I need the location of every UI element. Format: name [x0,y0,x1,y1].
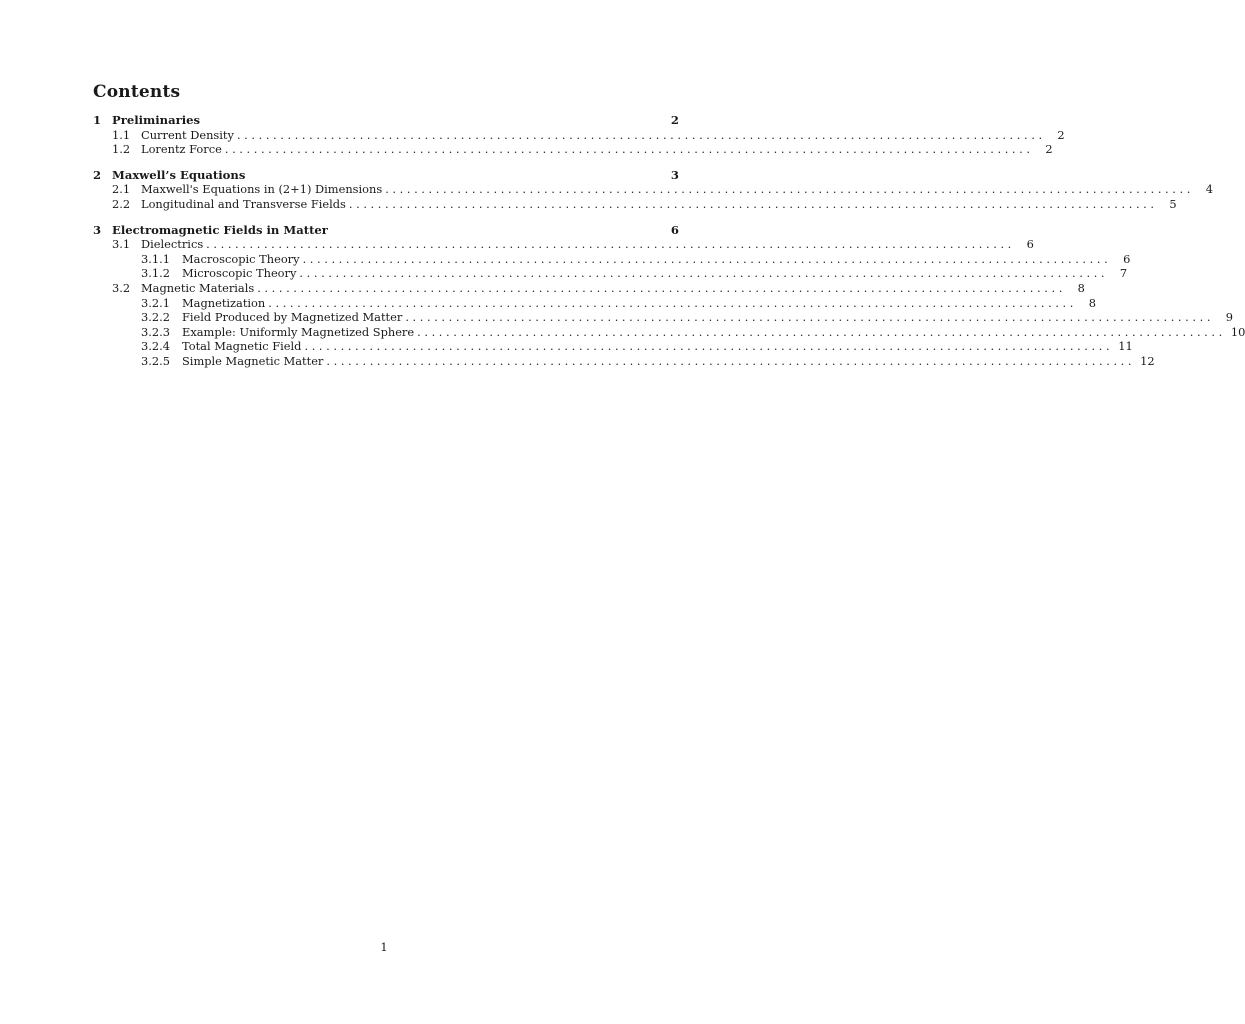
toc-section-2-1[interactable] [93,182,1213,197]
toc-dot-leader: ................................................................................................................ [206,237,1015,252]
toc-number: 2.1 [112,182,131,197]
toc-page-number: 6 [1123,251,1131,266]
toc-dot-leader: ................................................................................................................ [302,251,1112,266]
toc-dot-leader: ................................................................................................................ [405,310,1215,325]
toc-page-number: 8 [1088,295,1096,310]
toc-page-number: 8 [1077,280,1085,295]
toc-number: 3.1 [112,237,131,252]
toc-number: 3.1.2 [141,266,170,281]
toc-title: Example: Uniformly Magnetized Sphere [182,324,415,339]
toc-title: Electromagnetic Fields in Matter [112,222,328,237]
toc-subsection-3-1-2[interactable] [93,266,1128,281]
toc-section-1-1[interactable] [93,127,1065,143]
toc-number: 1.2 [112,142,131,157]
toc-dot-leader: ................................................................................................................ [268,295,1077,310]
toc-page-number: 2 [1045,142,1053,157]
toc-section-3-2[interactable] [93,280,1085,296]
toc-title: Dielectrics [141,237,204,252]
toc-number: 2.2 [112,196,131,211]
toc-title: Field Produced by Magnetized Matter [182,310,403,325]
toc-page-number: 6 [670,222,679,237]
toc-number: 3.2.1 [141,295,170,310]
toc-title: Preliminaries [112,113,201,127]
toc-title: Lorentz Force [141,142,222,157]
toc-page-number: 6 [1026,237,1034,252]
toc-number: 1 [93,113,102,127]
toc-subsection-3-2-1[interactable] [93,295,1096,311]
toc-page-number: 3 [670,167,679,182]
toc-page-number: 5 [1169,196,1177,211]
toc-title: Magnetic Materials [141,280,255,295]
toc-dot-leader: ................................................................................................................ [299,266,1109,281]
toc-subsection-3-2-4[interactable] [93,339,1133,354]
toc-dot-leader: ................................................................................................................ [236,127,1046,142]
toc-page-number: 7 [1119,266,1128,281]
toc-subsection-3-2-2[interactable] [93,310,1234,325]
toc-section-3-1[interactable] [93,237,1034,252]
toc-number: 3.2.2 [141,310,170,325]
toc-chapter-2[interactable] [93,168,679,183]
toc-dot-leader: ................................................................................................................ [304,339,1114,354]
toc-number: 3 [93,222,102,237]
page-number: 1 [380,940,388,954]
toc-dot-leader: ................................................................................................................ [257,280,1066,295]
toc-chapter-1[interactable] [93,113,679,128]
table-of-contents [93,113,1245,369]
toc-subsection-3-1-1[interactable] [93,251,1131,267]
toc-page-number: 9 [1225,310,1234,325]
toc-page-number: 10 [1230,324,1245,339]
toc-title: Total Magnetic Field [182,339,302,354]
toc-title: Magnetization [182,295,266,310]
toc-number: 3.1.1 [141,251,170,266]
toc-subsection-3-2-5[interactable] [93,353,1155,369]
toc-number: 3.2.4 [141,339,170,354]
contents-heading: Contents [93,82,181,102]
toc-dot-leader: ................................................................................................................ [348,196,1158,211]
toc-dot-leader: ................................................................................................................ [224,142,1034,157]
toc-page-number: 4 [1205,182,1213,197]
toc-title: Maxwell's Equations in (2+1) Dimensions [141,182,383,197]
toc-title: Maxwell’s Equations [112,167,246,182]
toc-number: 3.2.5 [141,353,170,368]
toc-title: Macroscopic Theory [182,251,300,266]
toc-section-1-2[interactable] [93,142,1053,157]
toc-title: Simple Magnetic Matter [182,353,324,368]
toc-page-number: 12 [1140,353,1155,368]
toc-number: 2 [93,167,102,182]
toc-dot-leader: ................................................................................................................ [417,324,1226,339]
toc-number: 1.1 [112,127,131,142]
toc-section-2-2[interactable] [93,196,1177,212]
toc-chapter-3[interactable] [93,223,679,238]
toc-number: 3.2.3 [141,324,170,339]
toc-dot-leader: ................................................................................................................ [326,353,1136,368]
toc-dot-leader: ................................................................................................................ [385,182,1194,197]
toc-page-number: 11 [1118,339,1133,354]
toc-number: 3.2 [112,280,131,295]
toc-title: Microscopic Theory [182,266,297,281]
toc-title: Longitudinal and Transverse Fields [141,196,346,211]
toc-subsection-3-2-3[interactable] [93,324,1245,340]
toc-page-number: 2 [1057,127,1065,142]
toc-page-number: 2 [670,113,679,127]
toc-title: Current Density [141,127,234,142]
